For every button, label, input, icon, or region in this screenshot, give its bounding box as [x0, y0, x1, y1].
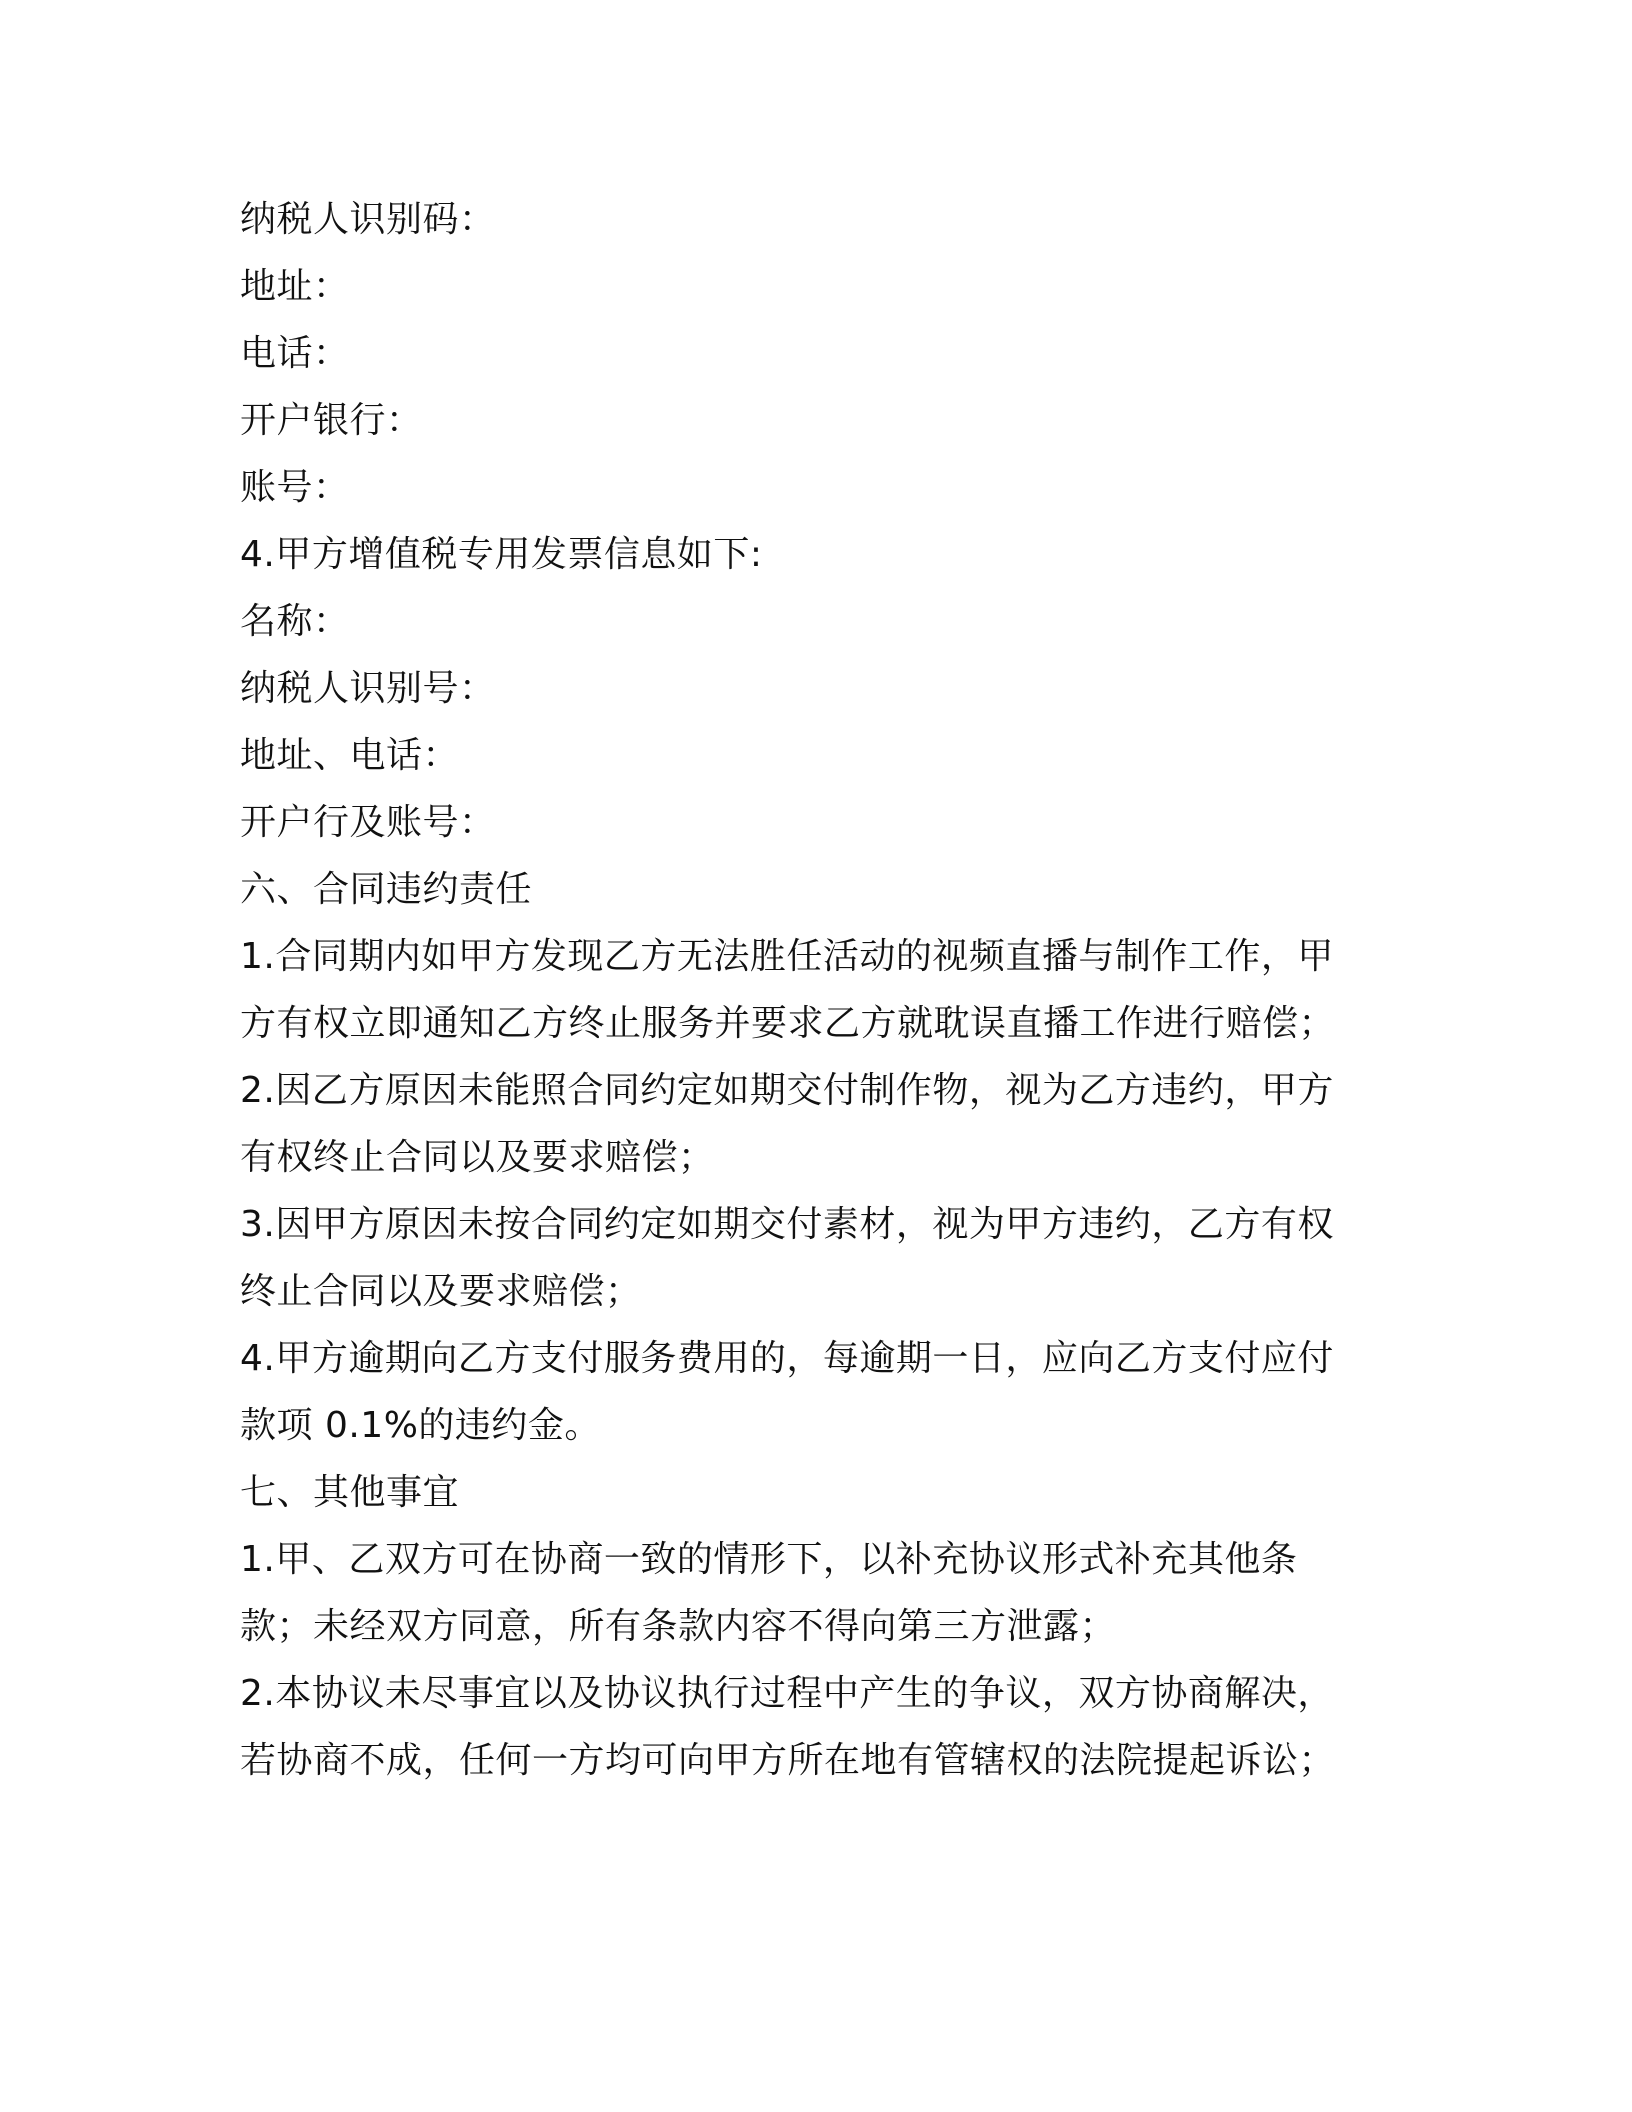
field-taxpayer-id-code: 纳税人识别码： [240, 199, 496, 240]
clause-text: 2.因乙方原因未能照合同约定如期交付制作物，视为乙方违约，甲方 [240, 1070, 1334, 1111]
clause-text: 款；未经双方同意，所有条款内容不得向第三方泄露； [240, 1606, 1117, 1647]
field-taxpayer-id-number: 纳税人识别号： [240, 668, 496, 709]
clause-text: 4.甲方逾期向乙方支付服务费用的，每逾期一日，应向乙方支付应付 [240, 1338, 1334, 1379]
field-account: 账号： [240, 467, 350, 508]
field-bank: 开户银行： [240, 400, 423, 441]
field-phone: 电话： [240, 333, 350, 374]
invoice-info-heading: 4.甲方增值税专用发票信息如下: [240, 534, 763, 575]
document-page [240, 186, 1370, 1794]
clause-text: 1.甲、乙双方可在协商一致的情形下，以补充协议形式补充其他条 [240, 1539, 1298, 1580]
clause-text: 若协商不成，任何一方均可向甲方所在地有管辖权的法院提起诉讼； [240, 1740, 1336, 1781]
section-heading-breach: 六、合同违约责任 [240, 869, 533, 910]
clause-text: 2.本协议未尽事宜以及协议执行过程中产生的争议，双方协商解决， [240, 1673, 1334, 1714]
clause-text: 3.因甲方原因未按合同约定如期交付素材，视为甲方违约，乙方有权 [240, 1204, 1334, 1245]
clause-text: 终止合同以及要求赔偿； [240, 1271, 642, 1312]
field-name: 名称： [240, 601, 350, 642]
field-address-phone: 地址、电话： [240, 735, 460, 776]
field-address: 地址： [240, 266, 350, 307]
field-bank-account: 开户行及账号： [240, 802, 496, 843]
clause-text: 方有权立即通知乙方终止服务并要求乙方就耽误直播工作进行赔偿； [240, 1003, 1336, 1044]
clause-text: 1.合同期内如甲方发现乙方无法胜任活动的视频直播与制作工作，甲 [240, 936, 1334, 977]
section-heading-other: 七、其他事宜 [240, 1472, 460, 1513]
clause-text: 有权终止合同以及要求赔偿； [240, 1137, 715, 1178]
clause-text: 款项 0.1%的违约金。 [240, 1405, 601, 1446]
